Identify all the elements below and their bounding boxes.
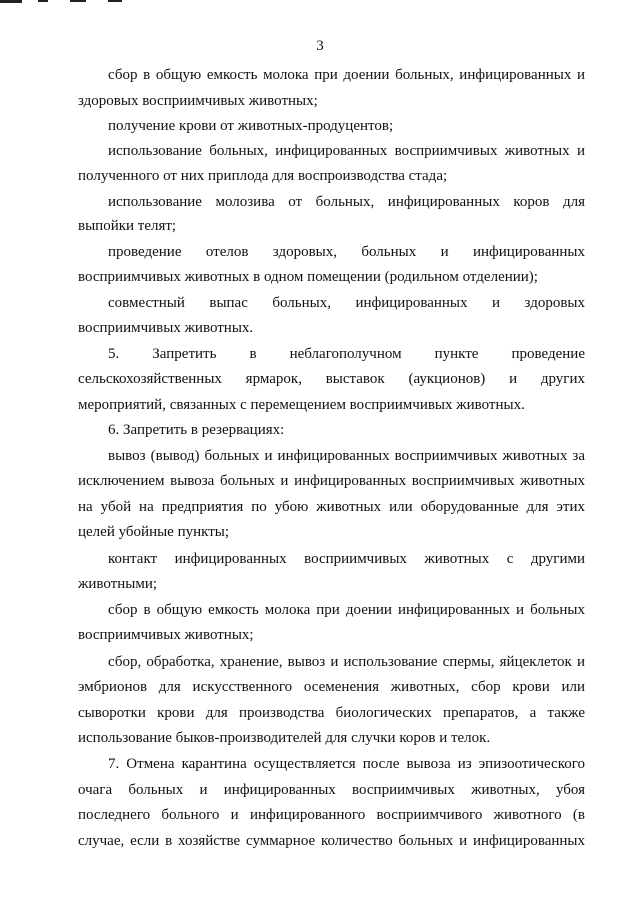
text-line: совместный выпас больных, инфицированных и здоровых [108,295,585,311]
text-line: 6. Запретить в резервациях: [108,422,285,438]
text-line: выпойки телят; [78,218,177,234]
text-line: мероприятий, связанных с перемещением восприимчивых животных. [78,397,525,413]
text-line: полученного от них приплода для воспроизводства стада; [78,168,448,184]
text-line: 7. Отмена карантина осуществляется после вывоза из эпизоотического [108,756,585,772]
text-line: восприимчивых животных. [78,320,254,336]
text-line: очага больных и инфицированных восприимчивых животных, убоя [78,782,585,798]
text-line: получение крови от животных-продуцентов; [108,118,394,134]
text-line: сбор, обработка, хранение, вывоз и использование спермы, яйцеклеток и [108,654,585,670]
text-line: случае, если в хозяйстве суммарное количество больных и инфицированных [78,833,585,849]
text-line: восприимчивых животных в одном помещении (родильном отделении); [78,269,538,285]
text-line: сбор в общую емкость молока при доении инфицированных и больных [108,602,585,618]
text-line: использование молозива от больных, инфицированных коров для [108,194,585,210]
page-number: 3 [316,38,324,54]
text-line: здоровых восприимчивых животных; [78,93,318,109]
text-line: контакт инфицированных восприимчивых животных с другими [108,551,585,567]
text-line: использование больных, инфицированных восприимчивых животных и [108,143,585,159]
text-line: проведение отелов здоровых, больных и инфицированных [108,244,585,260]
text-line: сбор в общую емкость молока при доении больных, инфицированных и [108,67,585,83]
text-line: вывоз (вывод) больных и инфицированных восприимчивых животных за [108,448,585,464]
text-line: использование быков-производителей для случки коров и телок. [78,730,491,746]
text-line: исключением вывоза больных и инфицированных восприимчивых животных [78,473,585,489]
text-line: сельскохозяйственных ярмарок, выставок (аукционов) и других [78,371,585,387]
text-line: на убой на предприятия по убою животных или оборудованные для этих [78,499,585,515]
text-line: целей убойные пункты; [78,524,230,540]
text-line: восприимчивых животных; [78,627,254,643]
text-line: сыворотки крови для производства биологических препаратов, а также [78,705,585,721]
text-line: последнего больного и инфицированного восприимчивого животного (в [78,807,585,823]
text-line: 5. Запретить в неблагополучном пункте проведение [108,346,585,362]
text-line: эмбрионов для искусственного осеменения животных, сбор крови или [78,679,585,695]
text-line: животными; [78,576,158,592]
